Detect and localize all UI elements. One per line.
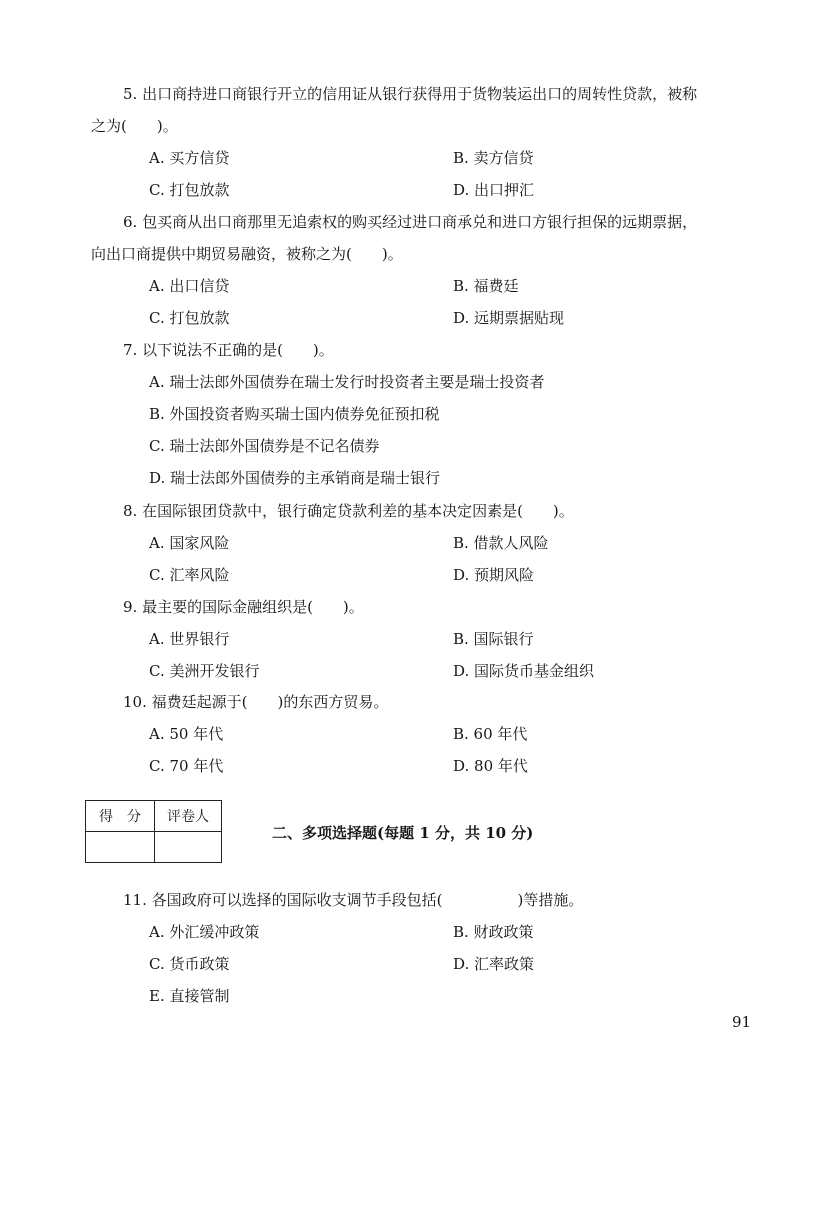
q5-option-b: B. 卖方信贷: [453, 149, 534, 167]
q7-option-c: C. 瑞士法郎外国债券是不记名债券: [149, 437, 380, 455]
q7-option-b: B. 外国投资者购买瑞士国内债券免征预扣税: [149, 405, 440, 423]
q9-option-b: B. 国际银行: [453, 630, 534, 648]
q9-stem: 9. 最主要的国际金融组织是( )。: [123, 598, 364, 616]
q11-option-b: B. 财政政策: [453, 923, 534, 941]
q11-option-a: A. 外汇缓冲政策: [149, 923, 260, 941]
grader-label: 评卷人: [155, 801, 222, 832]
q5-option-d: D. 出口押汇: [453, 181, 535, 199]
score-label: 得 分: [86, 801, 155, 832]
q8-option-a: A. 国家风险: [149, 534, 230, 552]
q10-stem: 10. 福费廷起源于( )的东西方贸易。: [123, 693, 389, 711]
q6-stem-line1: 6. 包买商从出口商那里无追索权的购买经过进口商承兑和进口方银行担保的远期票据，: [123, 213, 698, 231]
q11-option-e: E. 直接管制: [149, 987, 230, 1005]
q10-option-c: C. 70 年代: [149, 757, 224, 775]
q5-option-a: A. 买方信贷: [149, 149, 230, 167]
grader-cell: [155, 832, 222, 863]
q5-stem-line2: 之为( )。: [91, 117, 178, 135]
q6-option-d: D. 远期票据贴现: [453, 309, 565, 327]
q9-option-a: A. 世界银行: [149, 630, 230, 648]
q6-option-c: C. 打包放款: [149, 309, 230, 327]
q6-stem-line2: 向出口商提供中期贸易融资，被称之为( )。: [91, 245, 403, 263]
q7-option-d: D. 瑞士法郎外国债券的主承销商是瑞士银行: [149, 469, 441, 487]
q11-option-d: D. 汇率政策: [453, 955, 535, 973]
page-number: 91: [732, 1013, 752, 1031]
q7-option-a: A. 瑞士法郎外国债券在瑞士发行时投资者主要是瑞士投资者: [149, 373, 545, 391]
q8-option-c: C. 汇率风险: [149, 566, 230, 584]
q7-stem: 7. 以下说法不正确的是( )。: [123, 341, 334, 359]
q5-stem-line1: 5. 出口商持进口商银行开立的信用证从银行获得用于货物装运出口的周转性贷款，被称: [123, 85, 698, 103]
q11-stem: 11. 各国政府可以选择的国际收支调节手段包括( )等措施。: [123, 891, 584, 909]
section-title: 二、多项选择题(每题 1 分，共 10 分): [272, 824, 534, 842]
q10-option-a: A. 50 年代: [149, 725, 224, 743]
q11-option-c: C. 货币政策: [149, 955, 230, 973]
q9-option-c: C. 美洲开发银行: [149, 662, 260, 680]
q10-option-b: B. 60 年代: [453, 725, 528, 743]
score-box: [85, 800, 222, 863]
q8-option-d: D. 预期风险: [453, 566, 535, 584]
q5-option-c: C. 打包放款: [149, 181, 230, 199]
q6-option-b: B. 福费廷: [453, 277, 519, 295]
q6-option-a: A. 出口信贷: [149, 277, 230, 295]
q9-option-d: D. 国际货币基金组织: [453, 662, 595, 680]
q8-option-b: B. 借款人风险: [453, 534, 549, 552]
q10-option-d: D. 80 年代: [453, 757, 528, 775]
q8-stem: 8. 在国际银团贷款中，银行确定贷款利差的基本决定因素是( )。: [123, 502, 574, 520]
score-cell: [86, 832, 155, 863]
